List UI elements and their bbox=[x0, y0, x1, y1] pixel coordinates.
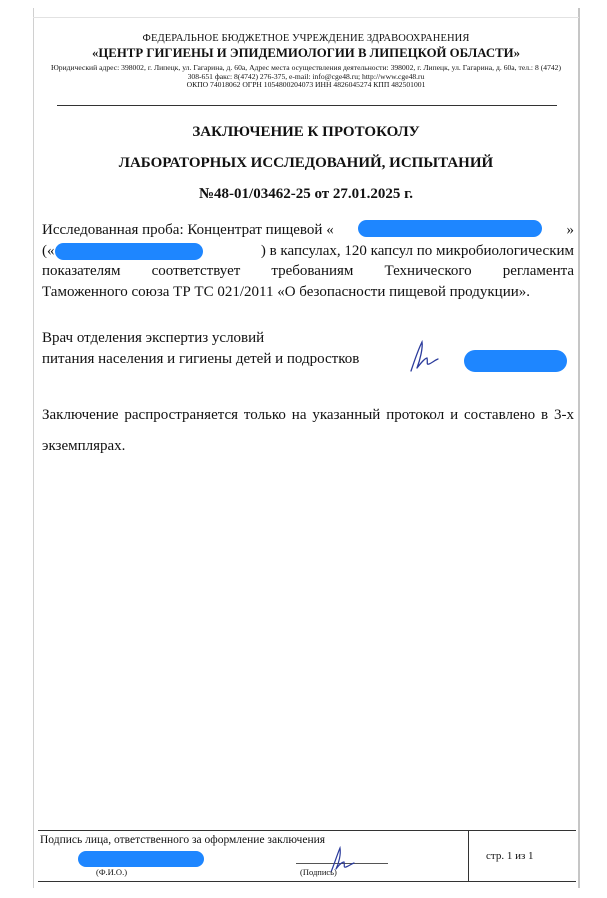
document-title bbox=[36, 121, 576, 214]
sample-line2 bbox=[42, 241, 574, 262]
footer-signature-table bbox=[38, 830, 576, 882]
sample-line2-start bbox=[42, 241, 203, 262]
sample-line2-left: (« bbox=[42, 242, 55, 259]
org-name-line2: «ЦЕНТР ГИГИЕНЫ И ЭПИДЕМИОЛОГИИ В ЛИПЕЦКОЙ ОБЛАСТИ» bbox=[91, 46, 521, 61]
letterhead bbox=[36, 33, 576, 90]
note-paragraph: Заключение распространяется только на указанный протокол и составлено в 3-х экземплярах. bbox=[42, 407, 574, 454]
redaction-doctor-name bbox=[464, 350, 567, 372]
sample-line4: Таможенного союза ТР ТС 021/2011 «О безопасности пищевой продукции». bbox=[42, 283, 530, 300]
doctor-signature bbox=[405, 338, 445, 374]
responsible-label: Подпись лица, ответственного за оформление заключения bbox=[40, 834, 326, 846]
org-address: Юридический адрес: 398002, г. Липецк, ул. Гагарина, д. 60а, Адрес места осуществления деятельности: 398002, г. Липецк, ул. Гагарина, д. 60а, тел.: 8 (4742) 308-651 факс: 8(4742) 276-375, e-mail: info@cge48.ru; http://www.cge48.ru bbox=[51, 62, 561, 81]
footer-divider bbox=[468, 831, 469, 881]
doctor-title-line1: Врач отделения экспертиз условий bbox=[42, 330, 265, 346]
redaction-product-brand bbox=[55, 243, 203, 260]
sample-line1 bbox=[42, 220, 574, 241]
title-line2: ЛАБОРАТОРНЫХ ИССЛЕДОВАНИЙ, ИСПЫТАНИЙ bbox=[118, 155, 494, 171]
redaction-product-name bbox=[358, 220, 542, 237]
sample-line1-right: » bbox=[566, 222, 574, 238]
org-name-line1: ФЕДЕРАЛЬНОЕ БЮДЖЕТНОЕ УЧРЕЖДЕНИЕ ЗДРАВООХРАНЕНИЯ bbox=[142, 33, 470, 44]
sample-paragraph bbox=[42, 220, 574, 302]
page-number: стр. 1 из 1 bbox=[486, 850, 534, 862]
header-divider bbox=[57, 105, 557, 106]
sample-line2-right: ) в капсулах, 120 капсул по микробиологическим bbox=[260, 242, 574, 259]
org-codes: ОКПО 74018062 ОГРН 1054800204073 ИНН 4826045274 КПП 482501001 bbox=[186, 79, 426, 89]
sample-line3: показателям соответствует требованиям Технического регламента bbox=[42, 263, 574, 279]
scan-edge-right bbox=[578, 8, 580, 888]
scan-edge-top bbox=[33, 17, 579, 18]
signature-caption: (Подпись) bbox=[300, 867, 337, 877]
doctor-title-line2: питания населения и гигиены детей и подростков bbox=[42, 351, 360, 367]
title-line1: ЗАКЛЮЧЕНИЕ К ПРОТОКОЛУ bbox=[192, 124, 420, 140]
scan-edge-left bbox=[33, 8, 34, 888]
signature-icon bbox=[405, 338, 445, 374]
title-line3: №48-01/03462-25 от 27.01.2025 г. bbox=[198, 186, 414, 202]
sample-line1-left: Исследованная проба: Концентрат пищевой « bbox=[42, 222, 334, 238]
redaction-responsible-name bbox=[78, 851, 204, 867]
fio-caption: (Ф.И.О.) bbox=[96, 867, 128, 877]
